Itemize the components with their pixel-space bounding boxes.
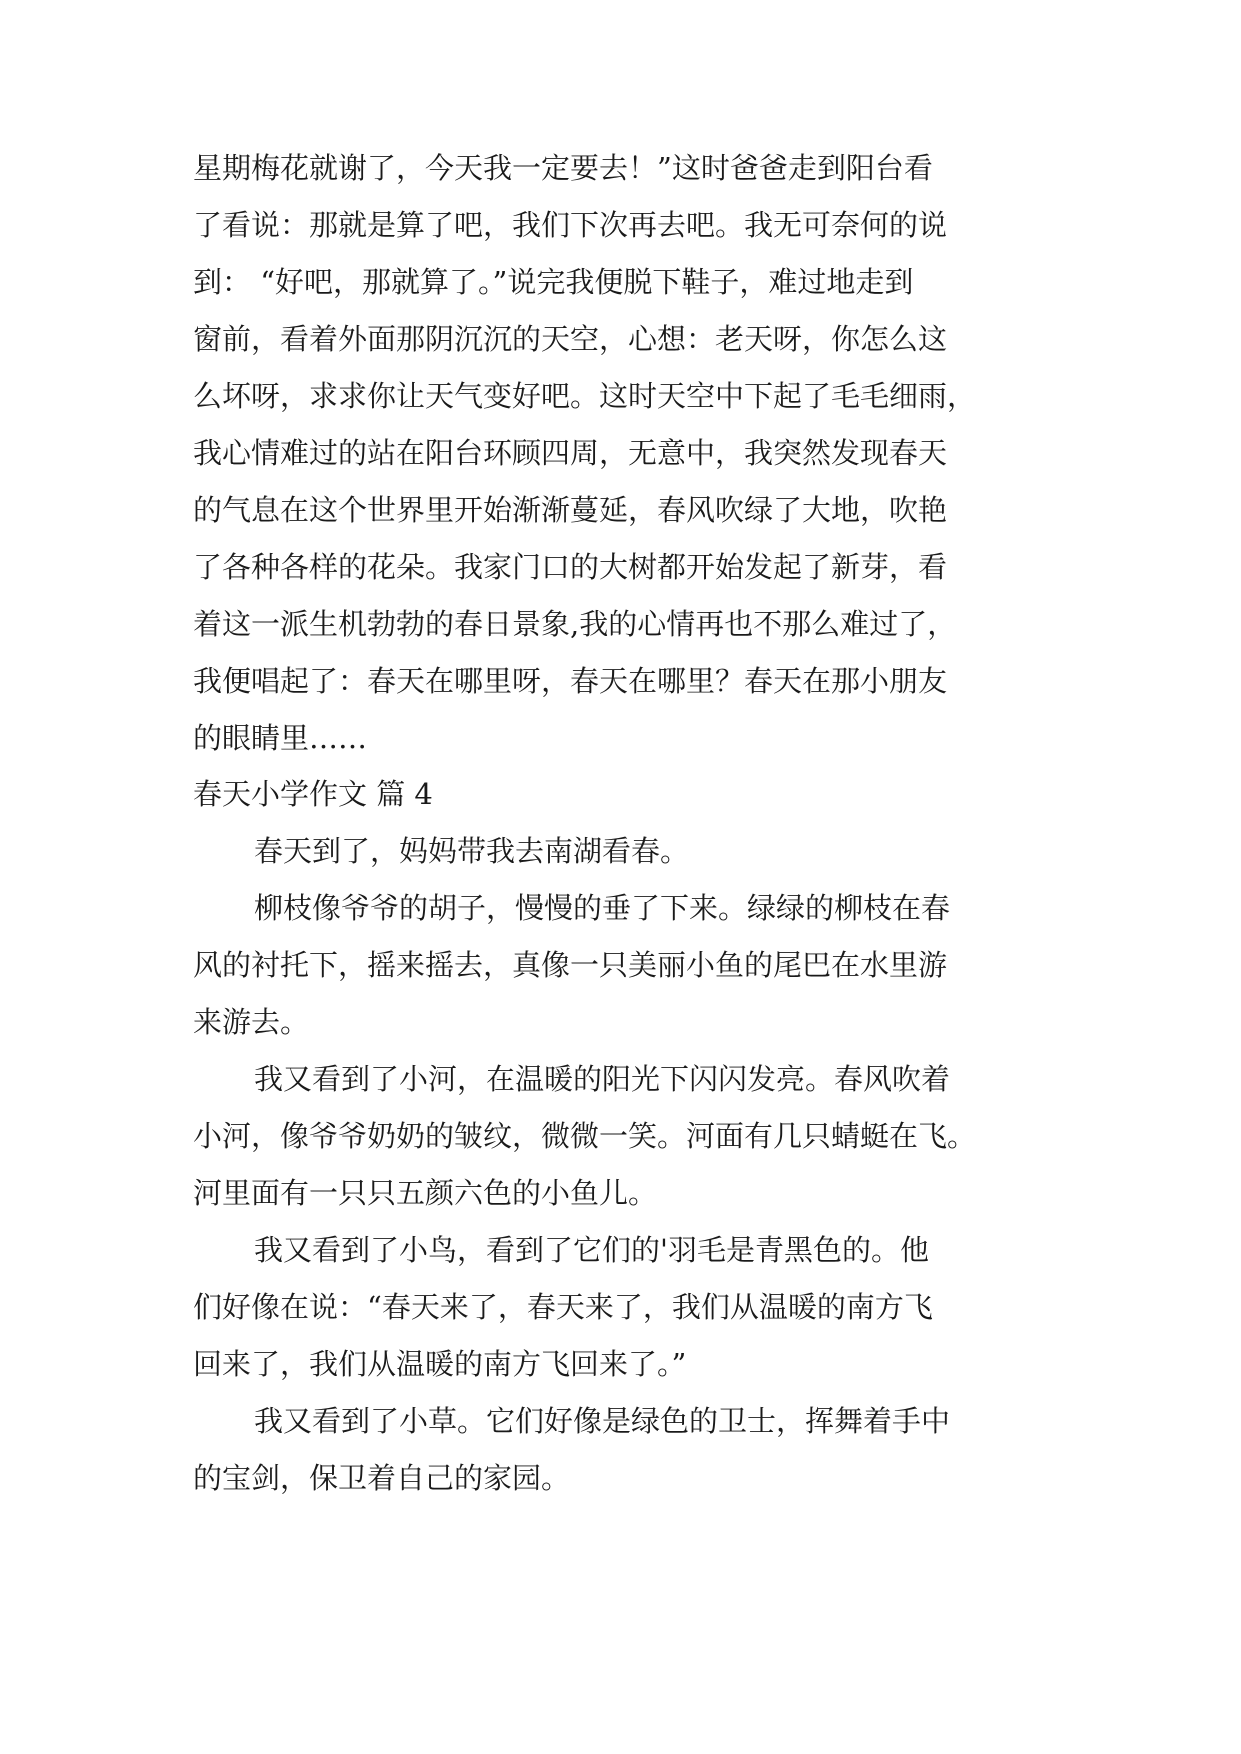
- paragraph-line: 我又看到了小河，在温暖的阳光下闪闪发亮。春风吹着: [254, 1062, 951, 1096]
- paragraph-line: 春天到了，妈妈带我去南湖看春。: [254, 834, 690, 868]
- text-line: 的气息在这个世界里开始渐渐蔓延，春风吹绿了大地，吹艳: [193, 493, 948, 527]
- text-line: 了各种各样的花朵。我家门口的大树都开始发起了新芽，看: [193, 550, 948, 584]
- text-line: 着这一派生机勃勃的春日景象,我的心情再也不那么难过了，: [193, 607, 957, 641]
- paragraph-line: 小河，像爷爷奶奶的皱纹，微微一笑。河面有几只蜻蜓在飞。: [193, 1119, 977, 1153]
- paragraph-line: 我又看到了小草。它们好像是绿色的卫士，挥舞着手中: [254, 1404, 951, 1438]
- text-line: 么坏呀，求求你让天气变好吧。这时天空中下起了毛毛细雨，: [193, 379, 977, 413]
- paragraph-line: 柳枝像爷爷的胡子，慢慢的垂了下来。绿绿的柳枝在春: [254, 891, 951, 925]
- section-heading: 春天小学作文 篇 4: [193, 777, 433, 811]
- paragraph-line: 们好像在说：“春天来了，春天来了，我们从温暖的南方飞: [193, 1290, 933, 1324]
- paragraph-line: 风的衬托下，摇来摇去，真像一只美丽小鱼的尾巴在水里游: [193, 948, 948, 982]
- paragraph-line: 我又看到了小鸟，看到了它们的'羽毛是青黑色的。他: [254, 1233, 929, 1267]
- paragraph-line: 回来了，我们从温暖的南方飞回来了。”: [193, 1347, 687, 1381]
- paragraph-line: 的宝剑，保卫着自己的家园。: [193, 1461, 571, 1495]
- paragraph-line: 河里面有一只只五颜六色的小鱼儿。: [193, 1176, 658, 1210]
- text-line: 到： “好吧，那就算了。”说完我便脱下鞋子，难过地走到: [193, 265, 914, 299]
- text-line: 我心情难过的站在阳台环顾四周，无意中，我突然发现春天: [193, 436, 948, 470]
- text-line: 了看说：那就是算了吧，我们下次再去吧。我无可奈何的说: [193, 208, 948, 242]
- text-line: 窗前，看着外面那阴沉沉的天空，心想：老天呀，你怎么这: [193, 322, 948, 356]
- text-line: 的眼睛里……: [193, 721, 368, 755]
- text-line: 星期梅花就谢了，今天我一定要去！”这时爸爸走到阳台看: [193, 151, 933, 185]
- text-line: 我便唱起了：春天在哪里呀，春天在哪里？春天在那小朋友: [193, 664, 948, 698]
- paragraph-line: 来游去。: [193, 1005, 310, 1039]
